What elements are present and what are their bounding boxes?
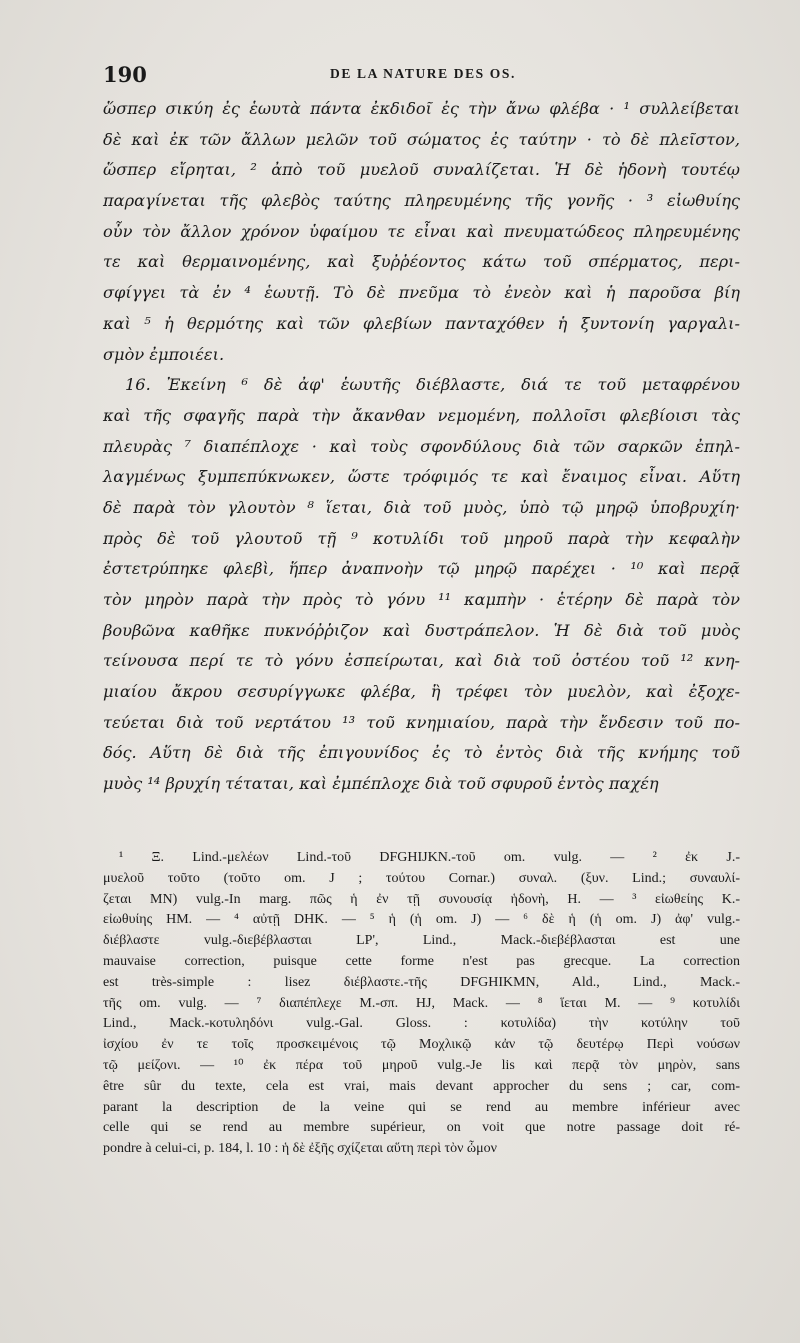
text-line: ἐστετρύπηκε φλεβὶ, ἥπερ ἀναπνοὴν τῷ μηρῷ παρέχει · ¹⁰ καὶ περᾷ (103, 559, 740, 579)
text-line: καὶ τῆς σφαγῆς παρὰ τὴν ἄκανθαν νεμομένη, πολλοῖσι φλεβίοισι τὰς (103, 405, 740, 425)
text-line: σμὸν ἐμποιέει. (103, 344, 225, 364)
page-number: 190 (103, 62, 147, 87)
text-line: δός. Αὕτη δὲ διὰ τῆς ἐπιγουνίδος ἐς τὸ ἐντὸς διὰ τῆς κνήμης τοῦ (103, 743, 740, 763)
footnote-line: être sûr du texte, cela est vrai, mais devant approcher du sens ; car, com- (103, 1078, 740, 1094)
footnotes (103, 848, 740, 1160)
text-line: παραγίνεται τῆς φλεβὸς ταύτης πληρευμένης τῆς γονῆς · ³ εἰωθυίης (103, 191, 740, 211)
text-line: τὸν μηρὸν παρὰ τὴν πρὸς τὸ γόνυ ¹¹ καμπὴν · ἑτέρην δὲ παρὰ τὸν (103, 590, 740, 609)
footnote-line: τῷ μείζονι. — ¹⁰ ἐκ πέρα τοῦ μηροῦ vulg.-Je lis καὶ περᾷ τὸν μηρὸν, sans (103, 1057, 740, 1073)
text-line: ὥσπερ σικύη ἐς ἑωυτὰ πάντα ἐκδιδοῖ ἐς τὴν ἄνω φλέβα · ¹ συλλείβεται (103, 99, 740, 118)
footnote-line: pondre à celui-ci, p. 184, l. 10 : ἡ δὲ ἐξῆς σχίζεται αὕτη περὶ τὸν ὦμον (103, 1141, 497, 1157)
footnote-line: Lind., Mack.-κοτυληδόνι vulg.-Gal. Gloss. : κοτυλίδα) τὴν κοτύλην τοῦ (103, 1016, 740, 1032)
text-line: μυὸς ¹⁴ βρυχίη τέταται, καὶ ἐμπέπλοχε διὰ τοῦ σφυροῦ ἐντὸς παχέη (103, 774, 659, 794)
footnote-line: parant la description de la veine qui se rend au membre inférieur avec (103, 1099, 740, 1115)
footnote-line: est très-simple : lisez διέβλαστε.-τῆς DFGHIKMN, Ald., Lind., Mack.- (103, 974, 740, 990)
text-line: τείνουσα περί τε τὸ γόνυ ἐσπείρωται, καὶ διὰ τοῦ ὀστέου τοῦ ¹² κνη- (103, 651, 740, 671)
text-line: σφίγγει τὰ ἐν ⁴ ἑωυτῇ. Τὸ δὲ πνεῦμα τὸ ἐνεὸν καὶ ἡ παροῦσα βίη (103, 283, 740, 303)
footnote-line: διέβλαστε vulg.-διεβέβλασται LP', Lind., Mack.-διεβέβλασται est une (103, 933, 740, 949)
text-line: τεύεται διὰ τοῦ νερτάτου ¹³ τοῦ κνημιαίου, παρὰ τὴν ἔνδεσιν τοῦ πο- (103, 712, 740, 732)
running-head: DE LA NATURE DES OS. (330, 66, 516, 81)
text-line: λαγμένως ξυμπεπύκνωκεν, ὥστε τρόφιμός τε καὶ ἔναιμος εἶναι. Αὕτη (103, 467, 740, 487)
text-line: μιαίου ἄκρου σεσυρίγγωκε φλέβα, ἣ τρέφει τὸν μυελὸν, καὶ ἐξοχε- (103, 682, 740, 702)
footnote-line: ¹ Ξ. Lind.-μελέων Lind.-τοῦ DFGHIJKN.-τοῦ om. vulg. — ² ἐκ J.- (119, 850, 740, 865)
text-line: βουβῶνα καθῆκε πυκνόῤῥιζον καὶ δυστράπελον. Ἡ δὲ διὰ τοῦ μυὸς (103, 620, 740, 640)
text-line: τε καὶ θερμαινομένης, καὶ ξυῤῥέοντος κάτω τοῦ σπέρματος, περι- (103, 252, 740, 272)
text-line: πρὸς δὲ τοῦ γλουτοῦ τῇ ⁹ κοτυλίδι τοῦ μηροῦ παρὰ τὴν κεφαλὴν (103, 528, 740, 548)
footnote-line: ζεται MN) vulg.-In marg. πῶς ἡ ἐν τῇ συνουσίᾳ ἡδονὴ, H. — ³ εἰωθείης K.- (103, 891, 740, 907)
footnote-line: μυελοῦ τοῦτο (τοῦτο om. J ; τούτου Cornar.) συναλ. (ξυν. Lind.; συναυλί- (103, 870, 740, 886)
text-line: δὲ καὶ ἐκ τῶν ἄλλων μελῶν τοῦ σώματος ἐς ταύτην · τὸ δὲ πλεῖστον, (103, 129, 740, 149)
footnote-line: εἰωθυίης HM. — ⁴ αὐτῇ DHK. — ⁵ ἡ (ἡ om. J) — ⁶ δὲ ἡ (ἡ om. J) ἀφ' vulg.- (103, 912, 740, 928)
text-line: καὶ ⁵ ἡ θερμότης καὶ τῶν φλεβίων πανταχόθεν ἡ ξυντονίη γαργαλι- (103, 313, 740, 333)
main-text (103, 94, 740, 800)
footnote-line: celle qui se rend au membre supérieur, on voit que notre passage doit ré- (103, 1120, 740, 1136)
footnote-line: τῆς om. vulg. — ⁷ διαπέπλεχε M.-σπ. HJ, Mack. — ⁸ ἵεται M. — ⁹ κοτυλίδι (103, 995, 740, 1011)
text-line: 16. Ἐκείνη ⁶ δὲ ἀφ' ἑωυτῆς διέβλαστε, διά τε τοῦ μεταφρένου (125, 375, 740, 395)
text-line: οὖν τὸν ἄλλον χρόνον ὑφαίμου τε εἶναι καὶ πνευματώδεος πληρευμένης (103, 221, 740, 241)
text-line: ὥσπερ εἴρηται, ² ἀπὸ τοῦ μυελοῦ συναλίζεται. Ἡ δὲ ἡδονὴ τουτέῳ (103, 160, 740, 180)
page-header (103, 58, 743, 88)
footnote-line: mauvaise correction, puisque cette forme n'est pas grecque. La correction (103, 953, 740, 969)
text-line: πλευρὰς ⁷ διαπέπλοχε · καὶ τοὺς σφονδύλους διὰ τῶν σαρκῶν ἐπηλ- (103, 436, 740, 456)
footnote-line: ἰσχίου ἐν τε τοῖς προσκειμένοις τῷ Μοχλικῷ κἀν τῷ δευτέρῳ Περὶ νούσων (103, 1037, 740, 1053)
text-line: δὲ παρὰ τὸν γλουτὸν ⁸ ἵεται, διὰ τοῦ μυὸς, ὑπὸ τῷ μηρῷ ὑποβρυχίη· (103, 497, 740, 517)
